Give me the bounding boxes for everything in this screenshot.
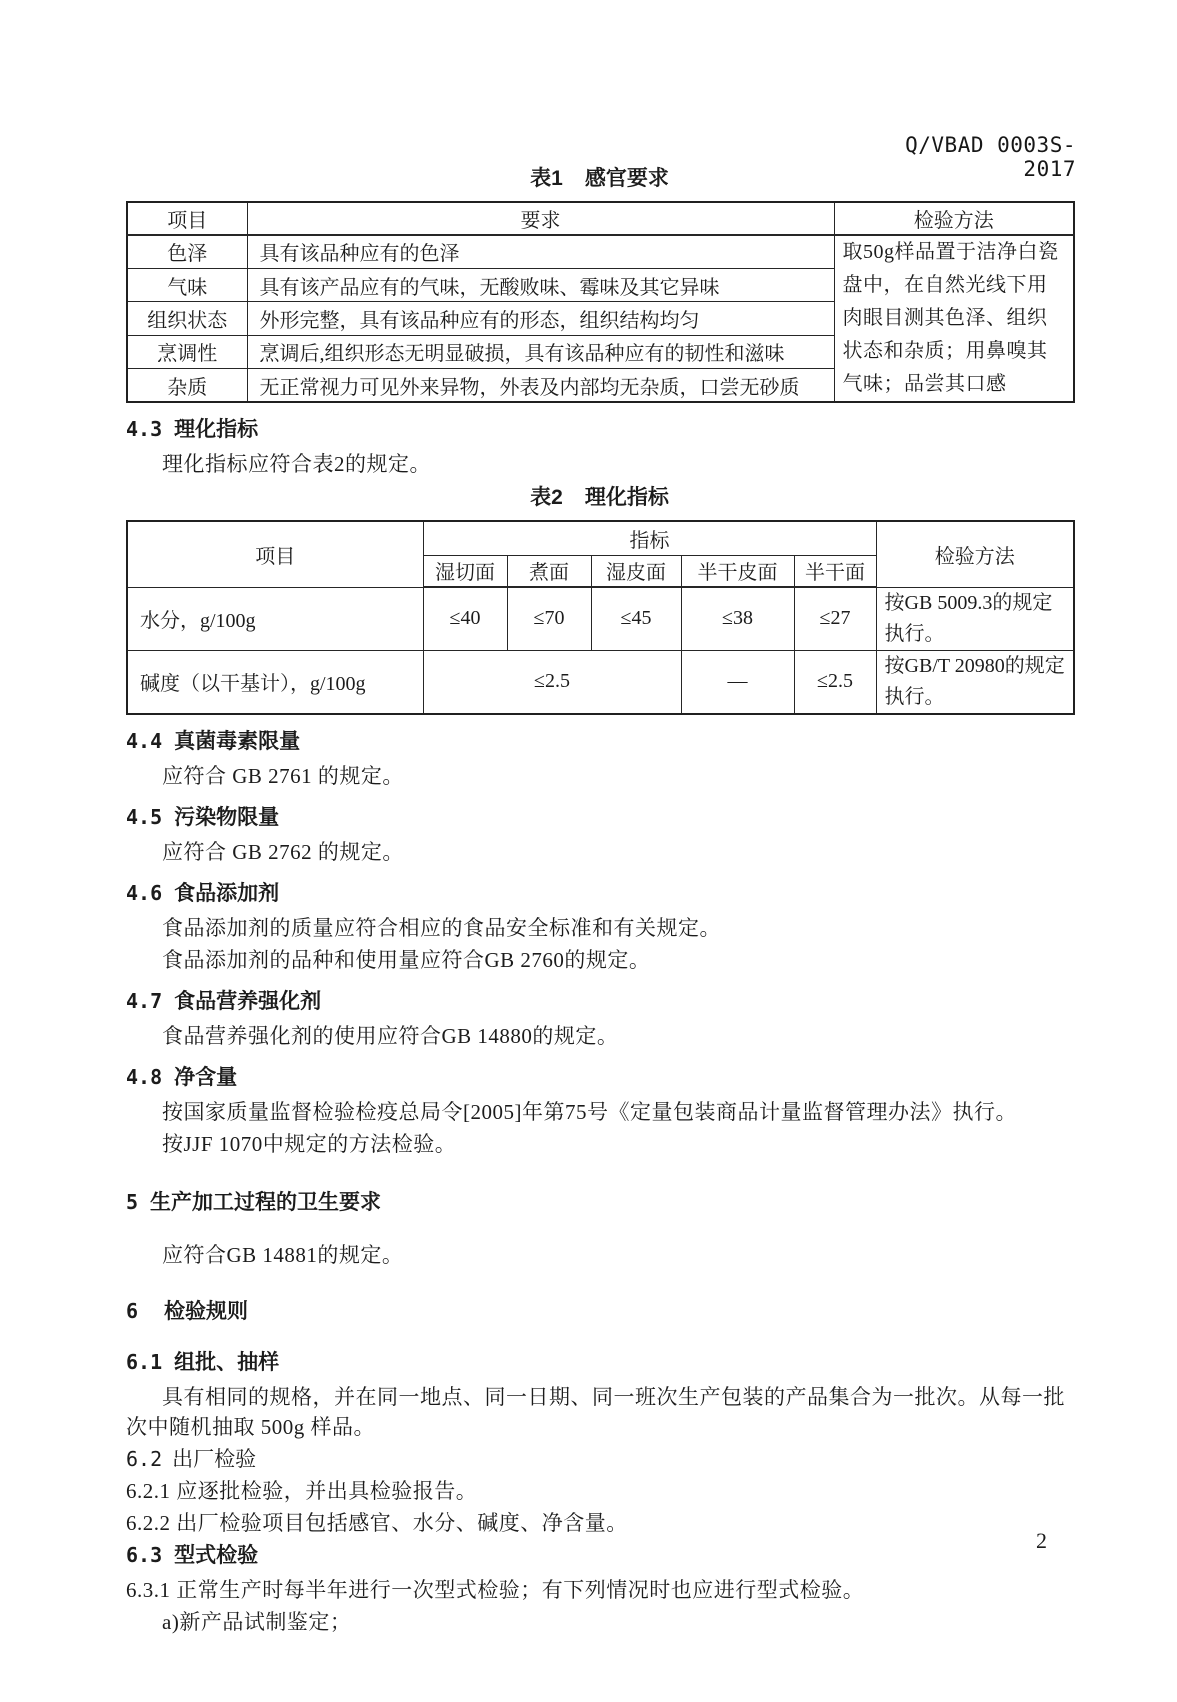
- section-number: 4.4: [126, 728, 163, 753]
- table1-row2-item: 组织状态: [127, 302, 247, 335]
- section-4-4-heading: [126, 728, 1073, 755]
- table-row: [127, 235, 1074, 268]
- table2-col-index-group: 指标: [423, 521, 876, 555]
- section-4-3-heading: [126, 416, 1073, 443]
- section-title: 真菌毒素限量: [174, 729, 301, 753]
- section-title: 型式检验: [174, 1543, 259, 1567]
- section-5-heading: [126, 1189, 1073, 1216]
- section-number: 6.1: [126, 1349, 163, 1374]
- section-6-3-heading: [126, 1542, 1073, 1569]
- section-4-8-paragraph-2: 按JJF 1070中规定的方法检验。: [162, 1131, 457, 1156]
- section-6-2-1-paragraph: 6.2.1 应逐批检验，并出具检验报告。: [126, 1478, 478, 1503]
- table2-alkalinity-last-value: ≤2.5: [794, 650, 876, 714]
- section-number: 6.3: [126, 1542, 163, 1567]
- table2-alkalinity-dash-value: —: [681, 650, 794, 714]
- section-4-6-heading: [126, 880, 1073, 907]
- table1-caption-label: 表1: [530, 167, 563, 190]
- section-number: 4.5: [126, 804, 163, 829]
- table1-row4-requirement: 无正常视力可见外来异物，外表及内部均无杂质，口尝无砂质: [247, 369, 834, 402]
- table1-method-cell: 取50g样品置于洁净白瓷盘中，在自然光线下用肉眼目测其色泽、组织状态和杂质；用鼻嗅其气味；品尝其口感: [834, 235, 1074, 402]
- section-title: 组批、抽样: [174, 1350, 280, 1374]
- table2-caption: [126, 485, 1073, 511]
- table2-caption-label: 表2: [530, 486, 563, 509]
- table2-alkalinity-item: 碱度（以干基计），g/100g: [127, 650, 423, 714]
- table2-subcol-semidry: 半干面: [794, 555, 876, 587]
- table2-subcol-semidry-skin: 半干皮面: [681, 555, 794, 587]
- table2-subcol-wet-skin: 湿皮面: [591, 555, 681, 587]
- table2-alkalinity-merged-value: ≤2.5: [423, 650, 681, 714]
- section-6-2-heading: [126, 1444, 1073, 1474]
- section-number: 5: [126, 1189, 139, 1214]
- table1-row3-requirement: 烹调后,组织形态无明显破损，具有该品种应有的韧性和滋味: [247, 335, 834, 368]
- table2-moisture-method: 按GB 5009.3的规定执行。: [876, 587, 1074, 650]
- table1-sensory-requirements: [126, 201, 1075, 403]
- table1-header-row: [127, 202, 1074, 235]
- section-4-6-paragraph-1: 食品添加剂的质量应符合相应的食品安全标准和有关规定。: [162, 915, 721, 940]
- table2-subcol-boiled: 煮面: [507, 555, 591, 587]
- page-number: 2: [1036, 1528, 1047, 1553]
- section-title: 污染物限量: [174, 805, 280, 829]
- section-6-3-1-paragraph: 6.3.1 正常生产时每半年进行一次型式检验；有下列情况时也应进行型式检验。: [126, 1577, 865, 1602]
- section-6-3-1-item-a: a)新产品试制鉴定；: [162, 1609, 352, 1634]
- section-number: 4.3: [126, 417, 163, 441]
- table2-col-method: 检验方法: [876, 521, 1074, 587]
- table1-row3-item: 烹调性: [127, 335, 247, 368]
- section-title: 食品营养强化剂: [174, 989, 322, 1013]
- table1-caption-title: 感官要求: [584, 167, 669, 190]
- table1-col-method: 检验方法: [834, 202, 1074, 235]
- section-title: 出厂检验: [172, 1446, 257, 1471]
- section-number: 6.2: [126, 1446, 163, 1471]
- table2-alkalinity-method: 按GB/T 20980的规定执行。: [876, 650, 1074, 714]
- table1-row0-requirement: 具有该品种应有的色泽: [247, 235, 834, 268]
- table1-row1-item: 气味: [127, 268, 247, 301]
- table2-moisture-value-0: ≤40: [423, 587, 507, 650]
- section-title: 检验规则: [164, 1299, 249, 1323]
- table2-moisture-value-4: ≤27: [794, 587, 876, 650]
- section-6-heading: [126, 1298, 1073, 1325]
- section-4-7-paragraph: 食品营养强化剂的使用应符合GB 14880的规定。: [162, 1023, 619, 1048]
- table2-subcol-wet-cut: 湿切面: [423, 555, 507, 587]
- section-4-5-paragraph: 应符合 GB 2762 的规定。: [162, 839, 404, 864]
- section-4-7-heading: [126, 988, 1073, 1015]
- page-content: [126, 166, 1073, 1639]
- table2-caption-title: 理化指标: [584, 486, 669, 509]
- section-title: 生产加工过程的卫生要求: [150, 1190, 382, 1214]
- table2-col-item: 项目: [127, 521, 423, 587]
- table-row: [127, 650, 1074, 714]
- section-5-paragraph: 应符合GB 14881的规定。: [162, 1242, 404, 1267]
- table1-caption: [126, 166, 1073, 192]
- table1-row2-requirement: 外形完整，具有该品种应有的形态，组织结构均匀: [247, 302, 834, 335]
- section-number: 4.6: [126, 880, 163, 905]
- section-number: 4.7: [126, 988, 163, 1013]
- section-number: 6: [126, 1298, 139, 1323]
- section-6-1-paragraph: 具有相同的规格，并在同一地点、同一日期、同一班次生产包装的产品集合为一批次。从每一批次中随机抽取 500g 样品。: [126, 1384, 1065, 1439]
- table2-physchem-indicators: [126, 520, 1075, 715]
- section-title: 理化指标: [174, 418, 259, 441]
- table1-row0-item: 色泽: [127, 235, 247, 268]
- section-number: 4.8: [126, 1064, 163, 1089]
- section-title: 净含量: [174, 1065, 238, 1089]
- table2-moisture-value-2: ≤45: [591, 587, 681, 650]
- table2-moisture-value-3: ≤38: [681, 587, 794, 650]
- section-4-5-heading: [126, 804, 1073, 831]
- table-row: [127, 587, 1074, 650]
- section-6-1-heading: [126, 1349, 1073, 1376]
- table1-row1-requirement: 具有该产品应有的气味，无酸败味、霉味及其它异味: [247, 268, 834, 301]
- table2-moisture-item: 水分，g/100g: [127, 587, 423, 650]
- doc-number: Q/VBAD 0003S-2017: [905, 133, 1076, 181]
- section-4-4-paragraph: 应符合 GB 2761 的规定。: [162, 763, 404, 788]
- table1-col-requirement: 要求: [247, 202, 834, 235]
- section-title: 食品添加剂: [174, 881, 280, 905]
- table1-row4-item: 杂质: [127, 369, 247, 402]
- table2-moisture-value-1: ≤70: [507, 587, 591, 650]
- table1-col-item: 项目: [127, 202, 247, 235]
- table2-header-row1: [127, 521, 1074, 555]
- section-4-3-paragraph: 理化指标应符合表2的规定。: [162, 452, 431, 476]
- section-6-2-2-paragraph: 6.2.2 出厂检验项目包括感官、水分、碱度、净含量。: [126, 1510, 628, 1535]
- section-4-8-heading: [126, 1064, 1073, 1091]
- section-4-6-paragraph-2: 食品添加剂的品种和使用量应符合GB 2760的规定。: [162, 947, 651, 972]
- section-4-8-paragraph-1: 按国家质量监督检验检疫总局令[2005]年第75号《定量包装商品计量监督管理办法》执行。: [162, 1099, 1017, 1124]
